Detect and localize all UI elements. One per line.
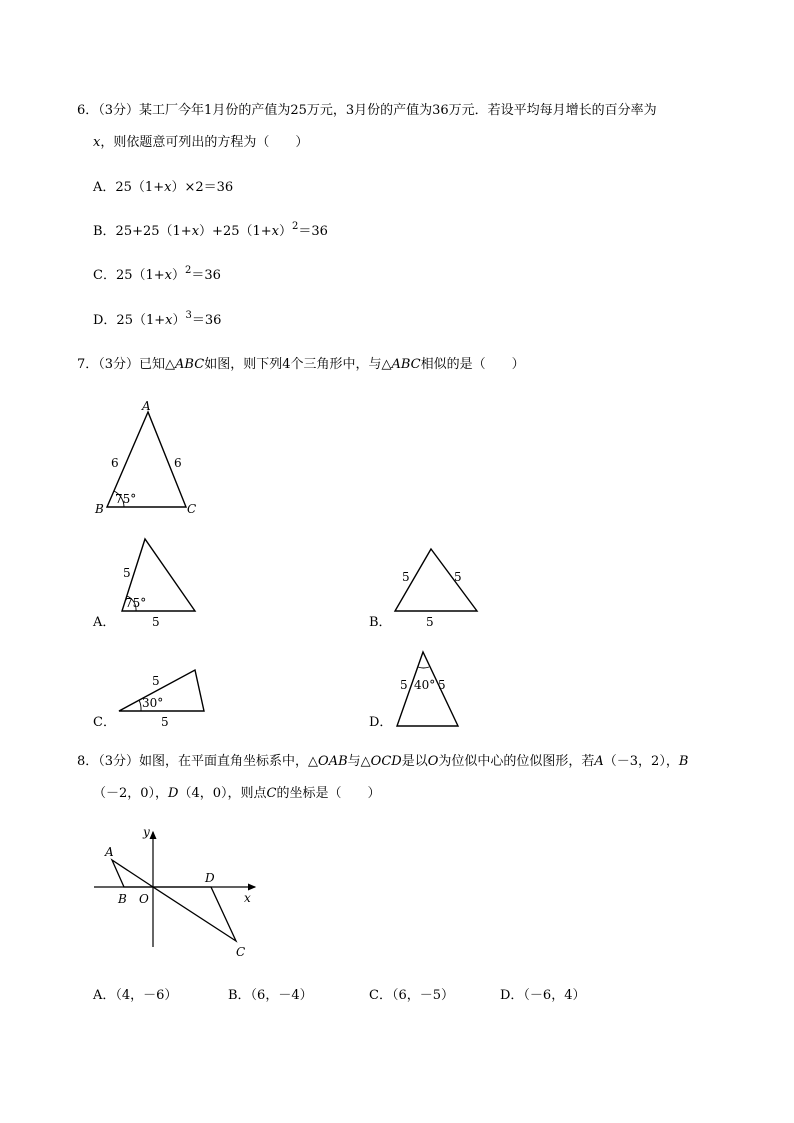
q7-option-d-angle: 40° [414, 678, 436, 692]
q6-option-b-exponent: 2 [292, 221, 299, 232]
q8-stem-prefix: 8．（3分）如图，在平面直角坐标系中，△ [77, 754, 319, 769]
triangle-ocd [153, 887, 236, 941]
q6-option-b-prefix: B．25+25（1+ [93, 224, 192, 239]
q8-stem-line1 [77, 754, 688, 770]
side-ab-label: 6 [111, 456, 119, 470]
q7-stem [77, 357, 525, 373]
q7-option-c-side2: 5 [161, 715, 169, 729]
point-c-label: C [236, 945, 246, 959]
q7-option-c-angle-arc [139, 700, 141, 711]
q8-option-d[interactable]: D．（－6，4） [500, 988, 586, 1003]
q6-variable-x: x [93, 135, 101, 150]
q6-option-d-prefix: D．25（1+ [93, 313, 166, 328]
q7-option-d-side2: 5 [438, 678, 446, 692]
q8-point-b-coord: （－2，0）， [93, 786, 169, 801]
y-axis-label: y [143, 825, 150, 839]
q6-option-a-suffix: ）×2＝36 [171, 180, 234, 195]
q6-option-c-var: x [164, 268, 172, 283]
q6-option-d-suffix: ＝36 [191, 313, 222, 328]
q8-coordinate-figure [90, 822, 270, 972]
point-d-label: D [205, 871, 215, 885]
q8-stem-and: 与△ [347, 754, 371, 769]
q8-point-c: C [266, 786, 277, 801]
q6-stem-line2 [93, 135, 308, 151]
q7-option-a-label[interactable]: A． [93, 615, 116, 630]
q8-point-d-coord: （4，0），则点 [178, 786, 267, 801]
q8-option-c[interactable]: C．（6，－5） [369, 988, 454, 1003]
q7-stem-suffix: 相似的是（ ） [420, 357, 525, 372]
q6-option-c-suffix: ＝36 [191, 268, 221, 283]
q8-point-o: O [427, 754, 439, 769]
point-a-label: A [105, 845, 114, 859]
q7-option-d-figure[interactable] [390, 645, 480, 735]
q6-option-b[interactable] [93, 221, 328, 240]
q8-point-b: B [678, 754, 689, 769]
q6-option-d-var: x [165, 313, 173, 328]
point-b-label: B [118, 892, 127, 906]
q7-option-a-figure[interactable] [115, 530, 215, 630]
q7-triangle-name-2: ABC [391, 357, 421, 372]
q7-option-b-side2: 5 [454, 570, 462, 584]
q7-option-c-figure[interactable] [115, 665, 225, 745]
q7-stem-prefix: 7．（3分）已知△ [77, 357, 176, 372]
vertex-c-label: C [187, 502, 197, 516]
q8-triangle-oab: OAB [318, 754, 348, 769]
q6-option-c-mid: ） [172, 268, 186, 283]
angle-b-label: 75° [115, 492, 137, 506]
q8-point-a-coord: （－3，2）， [603, 754, 679, 769]
q6-option-b-var: x [191, 224, 200, 239]
q6-option-c-exponent: 2 [185, 265, 192, 276]
q7-option-a-angle: 75° [125, 596, 147, 610]
q7-option-d-side1: 5 [400, 678, 408, 692]
q8-stem-suffix: 的坐标是（ ） [276, 786, 381, 801]
q6-option-c-prefix: C．25（1+ [93, 268, 165, 283]
q6-option-a-prefix: A．25（1+ [93, 180, 165, 195]
q8-option-a[interactable]: A．（4，－6） [93, 988, 178, 1003]
side-ac-label: 6 [174, 456, 182, 470]
vertex-b-label: B [95, 502, 104, 516]
q6-option-a-var: x [164, 180, 172, 195]
q7-option-b-figure[interactable] [390, 540, 490, 640]
q6-option-b-mid2: ） [279, 224, 293, 239]
q7-option-b-label[interactable]: B． [369, 615, 392, 630]
q7-option-c-side1: 5 [152, 674, 160, 688]
q8-stem-mid: 为位似中心的位似图形，若 [438, 754, 595, 769]
q6-option-b-mid: ）+25（1+ [199, 224, 272, 239]
origin-label: O [139, 892, 149, 906]
q6-option-d[interactable] [93, 310, 222, 329]
q6-option-a[interactable] [93, 180, 233, 196]
q6-option-c[interactable] [93, 265, 221, 284]
q8-triangle-ocd: OCD [370, 754, 402, 769]
q7-triangle-name-1: ABC [175, 357, 205, 372]
q6-option-b-var2: x [271, 224, 279, 239]
q7-option-b-side3: 5 [426, 615, 434, 629]
q7-option-a-side2: 5 [152, 615, 160, 629]
q7-option-b-side1: 5 [402, 570, 410, 584]
q6-option-b-suffix: ＝36 [298, 224, 328, 239]
vertex-a-label: A [142, 399, 151, 413]
q7-option-d-angle-arc [418, 667, 429, 668]
q7-option-a-side1: 5 [123, 566, 131, 580]
q8-stem-line2 [93, 786, 381, 802]
q6-stem-line2-text: ，则依题意可列出的方程为（ ） [100, 135, 309, 150]
q6-option-d-mid: ） [172, 313, 186, 328]
q7-reference-triangle-figure [90, 395, 210, 525]
q7-option-d-label[interactable]: D． [369, 715, 393, 730]
q8-stem-shi: 是以 [401, 754, 428, 769]
q8-point-a: A [594, 754, 604, 769]
q6-option-d-exponent: 3 [185, 310, 192, 321]
triangle-oab [112, 860, 153, 887]
x-axis-label: x [244, 891, 251, 905]
q7-option-c-label[interactable]: C． [93, 715, 116, 730]
q8-point-d: D [168, 786, 179, 801]
q7-option-c-angle: 30° [142, 696, 164, 710]
q8-option-b[interactable]: B．（6，－4） [228, 988, 313, 1003]
q6-stem-line1: 6．（3分）某工厂今年1月份的产值为25万元，3月份的产值为36万元．若设平均每月增长的百分率为 [77, 103, 657, 118]
q7-stem-middle: 如图，则下列4个三角形中，与△ [204, 357, 392, 372]
